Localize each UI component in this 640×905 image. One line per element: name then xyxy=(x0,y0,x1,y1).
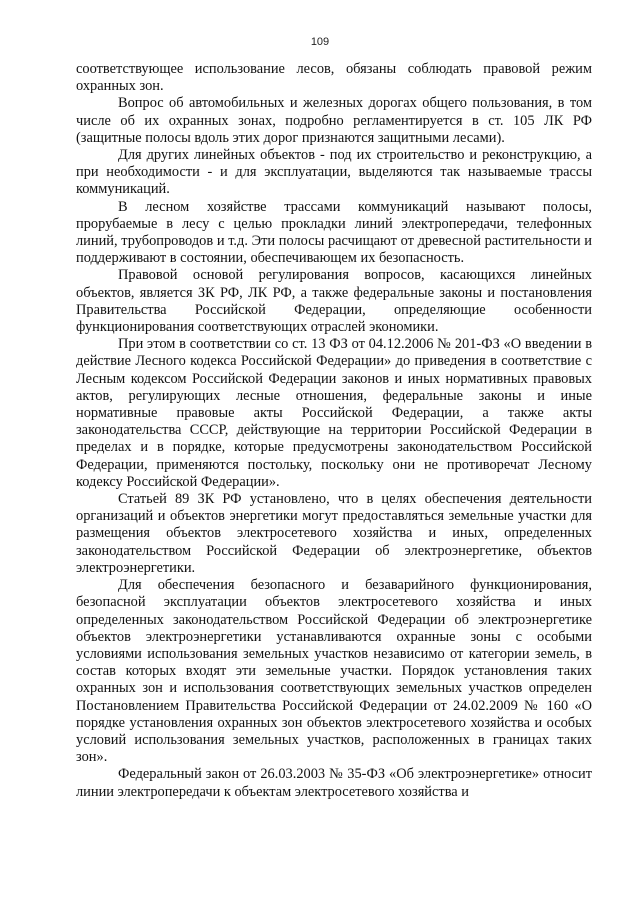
paragraph-federal-law-201: При этом в соответствии со ст. 13 ФЗ от 04.12.2006 № 201-ФЗ «О введении в действие Лесного кодекса Российской Федерации» до приведения в соответствие с Лесным кодексом Российской Федерации законов и иных нормативных правовых актов, регулирующих лесные отношения, федеральные законы и иные нормативные правовые акты Российской Федерации, а также акты законодательства СССР, действующие на территории Российской Федерации в пределах и в порядке, которые предусмотрены законодательством Российской Федерации, применяются постольку, поскольку они не противоречат Лесному кодексу Российской Федерации». xyxy=(76,336,592,490)
paragraph-communication-routes: В лесном хозяйстве трассами коммуникаций называют полосы, прорубаемые в лесу с целью прокладки линий электропередачи, телефонных линий, трубопроводов и т.д. Эти полосы расчищают от древесной растительности и поддерживают в состоянии, обеспечивающем их безопасность. xyxy=(76,198,592,267)
paragraph-article-89: Статьей 89 ЗК РФ установлено, что в целях обеспечения деятельности организаций и объектов энергетики могут предоставляться земельные участки для размещения объектов электросетевого хозяйства и иных, определенных законодательством Российской Федерации об электроэнергетике, объектов электроэнергетики. xyxy=(76,491,592,576)
paragraph-protection-zones: Для обеспечения безопасного и безаварийного функционирования, безопасной эксплуатации объектов электросетевого хозяйства и иных определенных законодательством Российской Федерации об электроэнергетике объектов электроэнергетики устанавливаются охранные зоны с особыми условиями использования земельных участков независимо от категории земель, в состав которых входят эти земельные участки. Порядок установления таких охранных зон и использования соответствующих земельных участков определен Постановлением Правительства Российской Федерации от 24.02.2009 № 160 «О порядке установления охранных зон объектов электросетевого хозяйства и особых условий использования земельных участков, расположенных в границах таких зон». xyxy=(76,577,592,766)
paragraph-federal-law-35: Федеральный закон от 26.03.2003 № 35-ФЗ «Об электроэнергетике» относит линии электропередачи к объектам электросетевого хозяйства и xyxy=(76,766,592,800)
paragraph-roads: Вопрос об автомобильных и железных дорогах общего пользования, в том числе об их охранных зонах, подробно регламентируется в ст. 105 ЛК РФ (защитные полосы вдоль этих дорог признаются защитными лесами). xyxy=(76,95,592,146)
page-number: 109 xyxy=(310,36,330,48)
paragraph-linear-objects: Для других линейных объектов - под их строительство и реконструкцию, а при необходимости - и для эксплуатации, выделяются так называемые трассы коммуникаций. xyxy=(76,147,592,198)
body-text xyxy=(76,61,592,801)
paragraph-forest-use-continuation: соответствующее использование лесов, обязаны соблюдать правовой режим охранных зон. xyxy=(76,61,592,95)
paragraph-legal-basis: Правовой основой регулирования вопросов, касающихся линейных объектов, является ЗК РФ, ЛК РФ, а также федеральные законы и постановления Правительства Российской Федерации, определяющие особенности функционирования соответствующих отраслей экономики. xyxy=(76,267,592,336)
